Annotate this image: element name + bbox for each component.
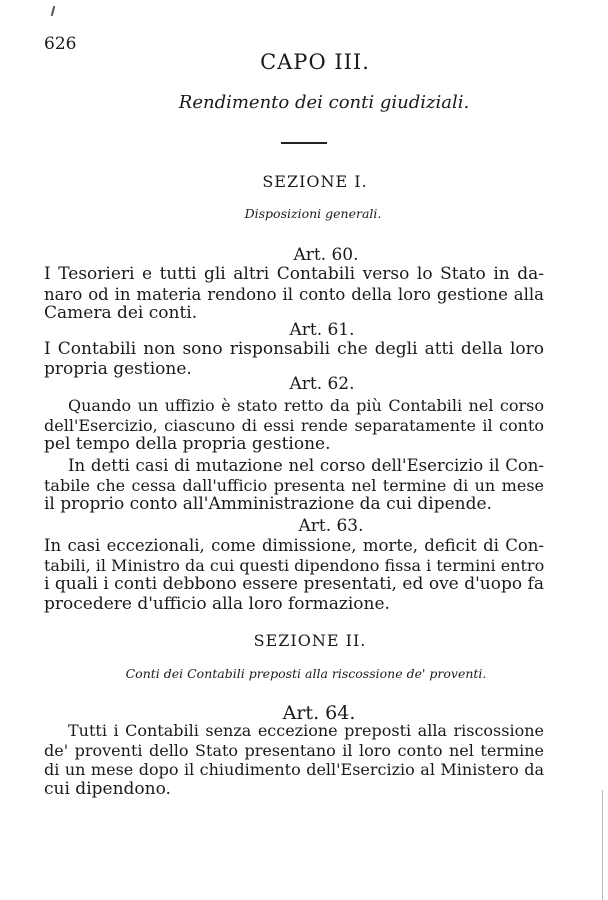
divider-rule [281,142,327,144]
text-line: Quando un uffizio è stato retto da più Contabili nel corso [68,396,544,415]
article-63-text [44,536,544,614]
text-line: propria gestione. [44,358,192,379]
chapter-subtitle: Rendimento dei conti giudiziali. [178,92,470,113]
article-63-heading: Art. 63. [298,516,364,536]
section-1-title: SEZIONE I. [262,172,368,191]
chapter-title: CAPO III. [260,50,370,74]
article-61-heading: Art. 61. [289,320,355,340]
section-2-title: SEZIONE II. [253,631,367,650]
text-line: I Tesorieri e tutti gli altri Contabili verso lo Stato in da- [44,264,544,284]
page-number: 626 [44,34,77,54]
text-line: In detti casi di mutazione nel corso dell'Esercizio il Con- [68,456,544,475]
text-line: Tutti i Contabili senza eccezione preposti alla riscossione [68,721,544,740]
article-64-text [44,721,544,799]
scan-mark [51,6,56,16]
article-64-heading: Art. 64. [282,702,356,724]
article-62-text-1 [44,396,544,455]
text-line: In casi eccezionali, come dimissione, morte, deficit di Con- [44,536,544,555]
text-line: de' proventi dello Stato presentano il loro conto nel termine [44,740,544,760]
article-62-heading: Art. 62. [289,374,355,394]
section-2-subtitle: Conti dei Contabili preposti alla riscossione de' proventi. [125,666,487,681]
text-line: i quali i conti debbono essere presentati, ed ove d'uopo fa [44,574,544,594]
text-line: pel tempo della propria gestione. [44,434,331,454]
text-line: tabile che cessa dall'ufficio presenta nel termine di un mese [44,475,544,495]
section-1-subtitle: Disposizioni generali. [244,206,382,221]
text-line: naro od in materia rendono il conto della loro gestione alla [44,284,544,304]
article-60-heading: Art. 60. [293,245,359,265]
article-62-text-2 [44,456,544,515]
text-line: cui dipendono. [44,778,171,799]
text-line: Camera dei conti. [44,303,198,323]
text-line: il proprio conto all'Amministrazione da cui dipende. [44,494,492,514]
article-60-text [44,265,544,324]
text-line: tabili, il Ministro da cui questi dipendono fissa i termini entro [44,555,545,575]
text-line: dell'Esercizio, ciascuno di essi rende separatamente il conto [44,415,544,435]
text-line: di un mese dopo il chiudimento dell'Esercizio al Ministero da [44,760,544,779]
text-line: procedere d'ufficio alla loro formazione. [44,593,390,614]
text-line: I Contabili non sono risponsabili che degli atti della loro [44,339,544,359]
page-fold-shadow [602,790,603,900]
